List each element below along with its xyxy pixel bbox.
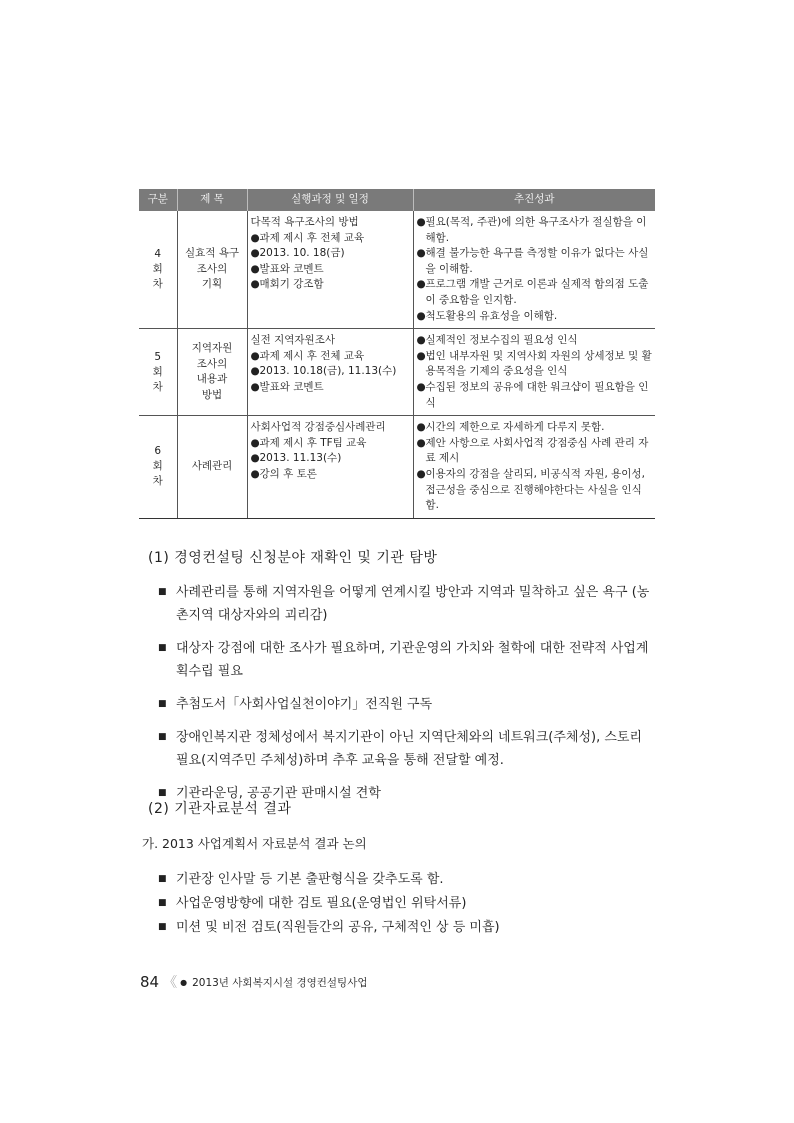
title-cell — [177, 211, 247, 329]
session-text: 회 — [152, 460, 163, 473]
result-item: ● 실제적인 정보수집의 필요성 인식 — [416, 334, 578, 347]
title-text: 기획 — [201, 278, 223, 291]
session-text: 4 — [154, 248, 162, 261]
square-bullet-icon: ■ — [158, 898, 167, 908]
training-table — [139, 189, 655, 519]
section2-list — [158, 868, 658, 940]
process-item: ● 2013. 10.18(금), 11.13(수) — [250, 365, 397, 378]
list-item: ■ 대상자 강점에 대한 조사가 필요하며, 기관운영의 가치와 철학에 대한 전략적 사업계획수립 필요 — [158, 637, 658, 683]
process-item: ● 과제 제시 후 전체 교육 — [250, 231, 365, 244]
table-header-row — [139, 189, 655, 211]
header-results: 추진성과 — [413, 189, 655, 211]
session-text: 차 — [152, 475, 163, 488]
table-row — [139, 211, 655, 329]
page-footer — [140, 972, 367, 992]
section1-list — [158, 581, 658, 815]
square-bullet-icon: ■ — [158, 874, 167, 884]
title-text: 지역자원 — [191, 341, 233, 354]
square-bullet-icon: ■ — [158, 922, 167, 932]
subheading: 가. 2013 사업계획서 자료분석 결과 논의 — [142, 836, 367, 851]
title-text: 조사의 — [196, 262, 228, 275]
square-bullet-icon: ■ — [158, 732, 167, 742]
section-heading-1: (1) 경영컨설팅 신청분야 재확인 및 기관 탐방 — [148, 550, 438, 566]
process-title: 다목적 욕구조사의 방법 — [250, 216, 359, 228]
results-cell — [413, 416, 655, 519]
process-item: ● 매회기 강조함 — [250, 278, 324, 291]
table-row — [139, 416, 655, 519]
list-item: ■ 사업운영방향에 대한 검토 필요(운영법인 위탁서류) — [158, 892, 658, 915]
process-item: ● 2013. 10. 18(금) — [250, 247, 345, 260]
result-item: ● 해결 불가능한 욕구를 측정할 이유가 없다는 사실을 이해함. — [416, 247, 649, 275]
square-bullet-icon: ■ — [158, 699, 167, 709]
process-item: ● 발표와 코멘트 — [250, 262, 324, 275]
list-item: ■ 기관라운딩, 공공기관 판매시설 견학 — [158, 782, 658, 805]
results-cell — [413, 329, 655, 416]
list-item: ■ 추첨도서「사회사업실천이야기」전직원 구독 — [158, 693, 658, 716]
session-text: 회 — [152, 365, 163, 378]
result-item: ● 척도활용의 유효성을 이해함. — [416, 309, 558, 322]
result-item: ● 법인 내부자원 및 지역사회 자원의 상세정보 및 활용목적을 기제의 중요성을 인식 — [416, 349, 652, 378]
result-item: ● 프로그램 개발 근거로 이론과 실제적 함의점 도출이 중요함을 인지함. — [416, 278, 649, 306]
page-number: 84 — [140, 973, 160, 991]
square-bullet-icon: ■ — [158, 643, 167, 653]
title-cell — [177, 329, 247, 416]
process-cell — [247, 211, 413, 329]
result-item: ● 시간의 제한으로 자세하게 다루지 못함. — [416, 421, 605, 434]
list-item: ■ 사례관리를 통해 지역자원을 어떻게 연계시킬 방안과 지역과 밀착하고 싶은 욕구 (농촌지역 대상자와의 괴리감) — [158, 581, 658, 627]
session-text: 차 — [152, 380, 163, 393]
process-cell — [247, 329, 413, 416]
header-category: 구분 — [139, 189, 177, 211]
process-title: 사회사업적 강점중심사례관리 — [250, 421, 386, 434]
session-text: 5 — [154, 350, 162, 363]
double-chevron-left-icon: 《 — [163, 975, 178, 991]
session-cell — [139, 416, 177, 519]
section-heading-2: (2) 기관자료분석 결과 — [148, 801, 292, 817]
square-bullet-icon: ■ — [158, 788, 167, 798]
title-text: 조사의 — [196, 357, 228, 370]
list-item: ■ 장애인복지관 정체성에서 복지기관이 아닌 지역단체와의 네트워크(주체성), 스토리 필요(지역주민 주체성)하며 추후 교육을 통해 전달할 예정. — [158, 726, 658, 772]
title-text: 사례관리 — [191, 460, 233, 473]
list-item: ■ 기관장 인사말 등 기본 출판형식을 갖추도록 함. — [158, 868, 658, 891]
session-text: 차 — [152, 278, 163, 291]
process-cell — [247, 416, 413, 519]
result-item: ● 수집된 정보의 공유에 대한 워크샵이 필요함을 인식 — [416, 380, 649, 409]
process-item: ● 발표와 코멘트 — [250, 380, 324, 393]
session-cell — [139, 211, 177, 329]
results-cell — [413, 211, 655, 329]
process-item: ● 과제 제시 후 TF팀 교육 — [250, 436, 367, 449]
footer-text: 2013년 사회복지시설 경영컨설팅사업 — [192, 976, 368, 989]
title-cell — [177, 416, 247, 519]
process-item: ● 과제 제시 후 전체 교육 — [250, 349, 365, 362]
list-item: ■ 미션 및 비전 검토(직원들간의 공유, 구체적인 상 등 미흡) — [158, 916, 658, 939]
process-title: 실전 지역자원조사 — [250, 334, 335, 347]
process-item: ● 강의 후 토론 — [250, 467, 317, 480]
session-cell — [139, 329, 177, 416]
title-text: 방법 — [201, 388, 223, 401]
session-text: 6 — [154, 445, 162, 458]
result-item: ● 이용자의 강점을 살리되, 비공식적 자원, 용이성, 접근성을 중심으로 진행해야한다는 사실을 인식함. — [416, 467, 645, 512]
session-text: 회 — [152, 263, 163, 276]
header-title: 제 목 — [177, 189, 247, 211]
result-item: ● 필요(목적, 주관)에 의한 욕구조사가 절실함을 이해함. — [416, 216, 647, 244]
dot-icon: ● — [180, 977, 188, 987]
process-item: ● 2013. 11.13(수) — [250, 452, 342, 465]
title-text: 내용과 — [196, 373, 228, 386]
title-text: 실효적 욕구 — [184, 247, 240, 260]
table-row — [139, 329, 655, 416]
result-item: ● 제안 사항으로 사회사업적 강점중심 사례 관리 자료 제시 — [416, 436, 649, 465]
header-process: 실행과정 및 일정 — [247, 189, 413, 211]
square-bullet-icon: ■ — [158, 587, 167, 597]
